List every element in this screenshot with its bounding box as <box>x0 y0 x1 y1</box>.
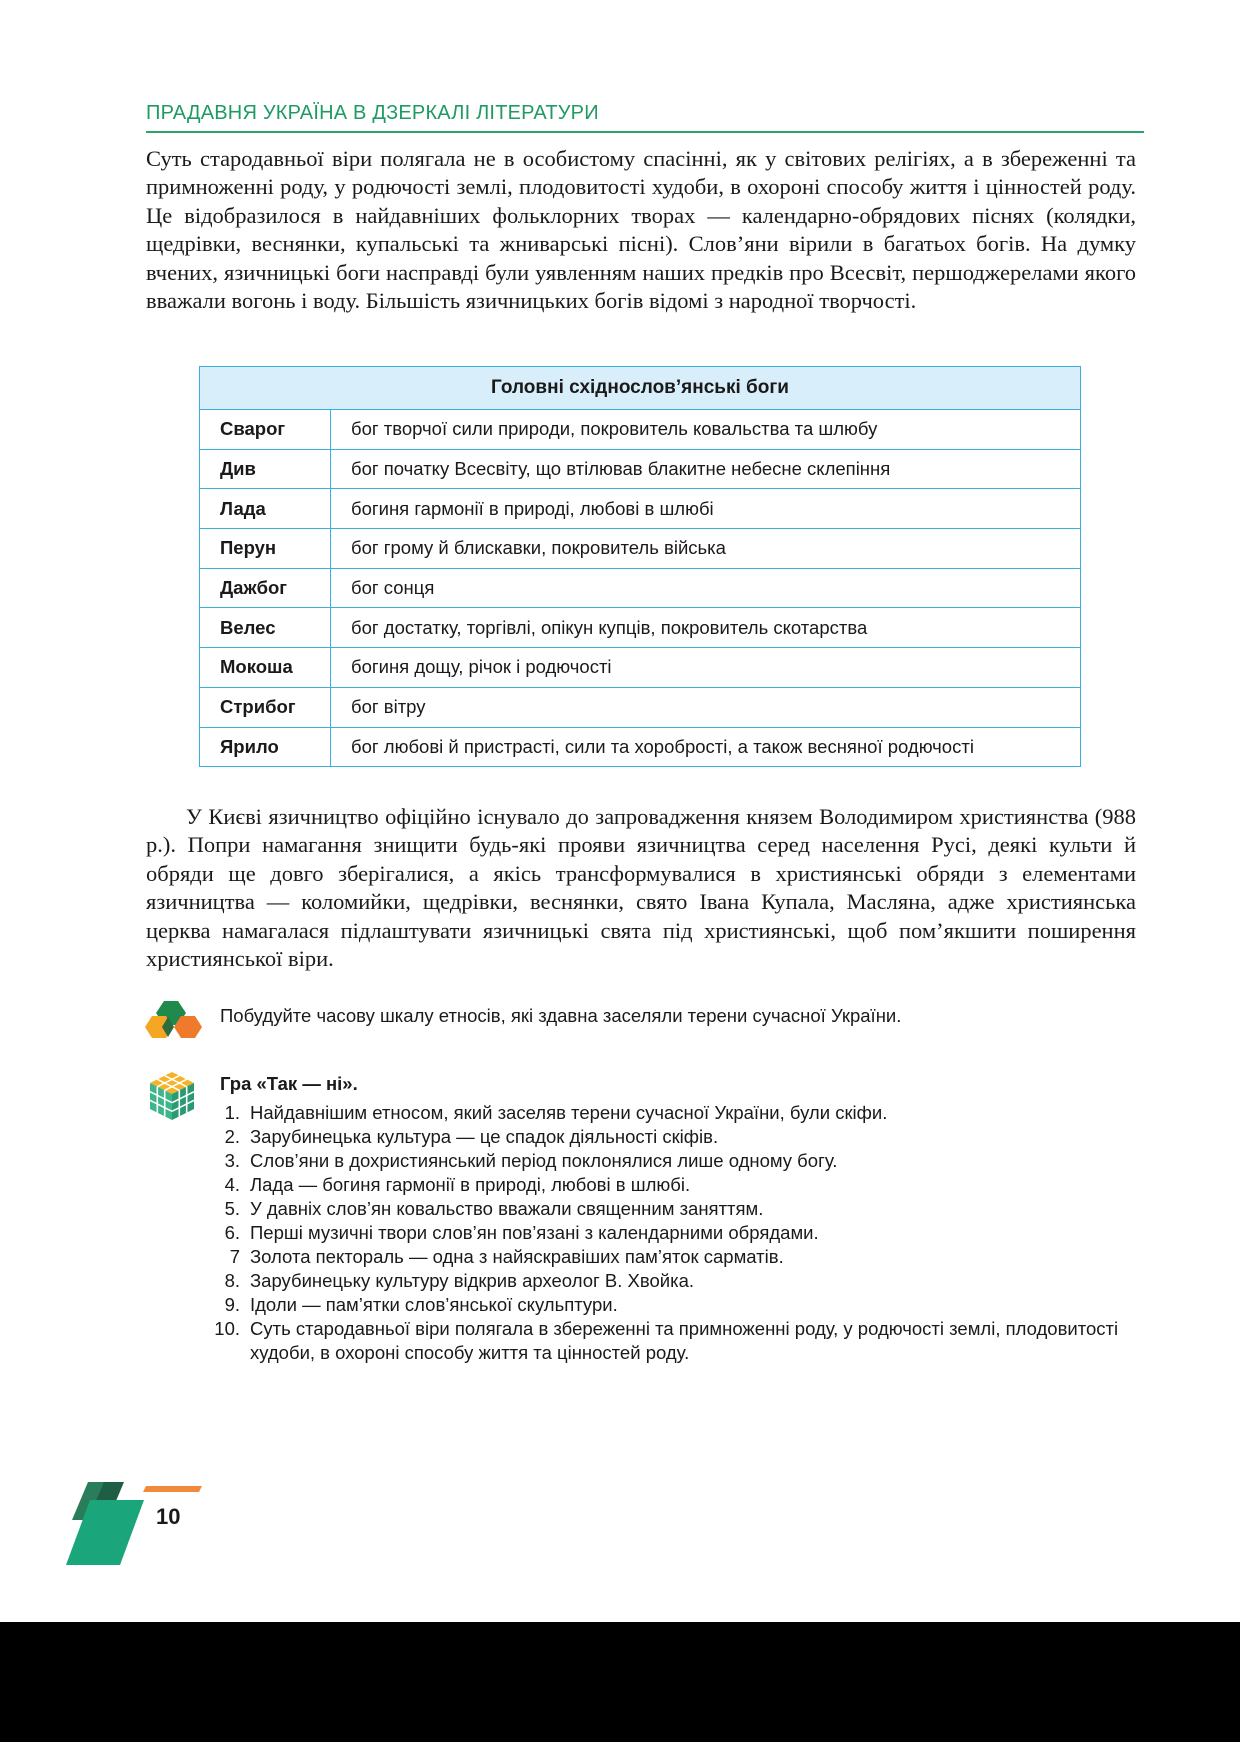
intro-paragraph: Суть стародавньої віри полягала не в особистому спасінні, як у світових релігіях, а в збереженні та примноженні роду, у родючості землі, плодовитості худоби, в охороні способу життя і цінностей роду. Це відобразилося в найдавніших фольклорних творах — календарно-обрядових піснях (колядки, щедрівки, веснянки, купальські та жниварські пісні). Слов’яни вірили в багатьох богів. На думку вчених, язичницькі боги насправді були уявленням наших предків про Всесвіт, першоджерелами якого вважали вогонь і воду. Більшість язичницьких богів відомі з народної творчості. <box>146 146 1136 314</box>
table-row <box>200 608 1081 648</box>
table-row <box>200 489 1081 529</box>
item-text: Золота пектораль — одна з найяскравіших пам’яток сарматів. <box>250 1246 784 1267</box>
list-item <box>200 1293 1145 1317</box>
item-number: 8. <box>224 1270 240 1291</box>
game-questions-list <box>200 1101 1145 1365</box>
item-number: 2. <box>224 1126 240 1147</box>
game-title: Гра «Так — ні». <box>220 1073 358 1094</box>
item-number: 7 <box>229 1246 240 1267</box>
table-title: Головні східнослов’янські боги <box>200 367 1081 410</box>
item-text: Найдавнішим етносом, який заселяв терени сучасної України, були скіфи. <box>250 1102 888 1123</box>
item-number: 6. <box>224 1222 240 1243</box>
table-row <box>200 648 1081 688</box>
page-number: 10 <box>156 1504 181 1529</box>
list-item <box>200 1149 1145 1173</box>
god-name: Сварог <box>200 410 331 450</box>
item-text: Лада — богиня гармонії в природі, любові в шлюбі. <box>250 1174 691 1195</box>
list-item <box>200 1173 1145 1197</box>
kyiv-paragraph: У Києві язичництво офіційно існувало до запровадження князем Володимиром християнства (988 р.). Попри намагання знищити будь-які прояви язичництва серед населення Русі, деякі культи й обряди ще довго зберігалися, а якісь трансформувалися в християнські обряди з елементами язичництва — коломийки, щедрівки, веснянки, свято Івана Купала, Масляна, адже християнська церква намагалася підлаштувати язичницькі свята під християнські, щоб пом’якшити поширення християнської віри. <box>146 804 1136 972</box>
list-item <box>200 1269 1145 1293</box>
god-name: Перун <box>200 529 331 569</box>
item-number: 3. <box>224 1150 240 1171</box>
task-text: Побудуйте часову шкалу етносів, які здавна заселяли терени сучасної України. <box>220 1005 902 1026</box>
god-name: Стрибог <box>200 687 331 727</box>
item-text: Перші музичні твори слов’ян пов’язані з календарними обрядами. <box>250 1222 819 1243</box>
list-item <box>200 1125 1145 1149</box>
table-row <box>200 529 1081 569</box>
item-number: 9. <box>224 1294 240 1315</box>
footer-logo-mark <box>60 1480 210 1565</box>
table-row <box>200 687 1081 727</box>
list-item <box>200 1101 1145 1125</box>
cube-icon <box>148 1070 196 1122</box>
section-header <box>146 102 1144 133</box>
list-item <box>200 1197 1145 1221</box>
list-item <box>200 1317 1145 1365</box>
god-name: Мокоша <box>200 648 331 688</box>
table-header-row <box>200 367 1081 410</box>
item-number: 1. <box>224 1102 240 1123</box>
item-text: У давніх слов’ян ковальство вважали священним заняттям. <box>250 1198 764 1219</box>
god-description: бог любові й пристрасті, сили та хоробрості, а також весняної родючості <box>331 727 1081 767</box>
god-description: бог творчої сили природи, покровитель ковальства та шлюбу <box>331 410 1081 450</box>
section-title: ПРАДАВНЯ УКРАЇНА В ДЗЕРКАЛІ ЛІТЕРАТУРИ <box>146 102 599 124</box>
table-row <box>200 410 1081 450</box>
table-body <box>200 410 1081 767</box>
item-text: Суть стародавньої віри полягала в збереженні та примноженні роду, у родючості землі, плодовитості худоби, в охороні способу життя та цінностей роду. <box>250 1318 1119 1363</box>
table-row <box>200 727 1081 767</box>
god-name: Лада <box>200 489 331 529</box>
item-text: Зарубинецька культура — це спадок діяльності скіфів. <box>250 1126 719 1147</box>
item-number: 4. <box>224 1174 240 1195</box>
gods-table <box>199 366 1081 767</box>
god-description: бог початку Всесвіту, що втілював блакитне небесне склепіння <box>331 449 1081 489</box>
table-row <box>200 449 1081 489</box>
list-item <box>200 1245 1145 1269</box>
god-description: бог достатку, торгівлі, опікун купців, покровитель скотарства <box>331 608 1081 648</box>
table-row <box>200 568 1081 608</box>
list-item <box>200 1221 1145 1245</box>
god-name: Ярило <box>200 727 331 767</box>
god-description: богиня гармонії в природі, любові в шлюбі <box>331 489 1081 529</box>
god-description: богиня дощу, річок і родючості <box>331 648 1081 688</box>
item-text: Слов’яни в дохристиянський період поклонялися лише одному богу. <box>250 1150 838 1171</box>
hexagons-icon <box>144 993 210 1041</box>
god-description: бог сонця <box>331 568 1081 608</box>
god-name: Велес <box>200 608 331 648</box>
item-number: 5. <box>224 1198 240 1219</box>
item-text: Ідоли — пам’ятки слов’янської скульптури. <box>250 1294 618 1315</box>
god-description: бог вітру <box>331 687 1081 727</box>
item-text: Зарубинецьку культуру відкрив археолог В. Хвойка. <box>250 1270 694 1291</box>
god-description: бог грому й блискавки, покровитель війська <box>331 529 1081 569</box>
item-number: 10. <box>214 1318 240 1339</box>
god-name: Дажбог <box>200 568 331 608</box>
god-name: Див <box>200 449 331 489</box>
